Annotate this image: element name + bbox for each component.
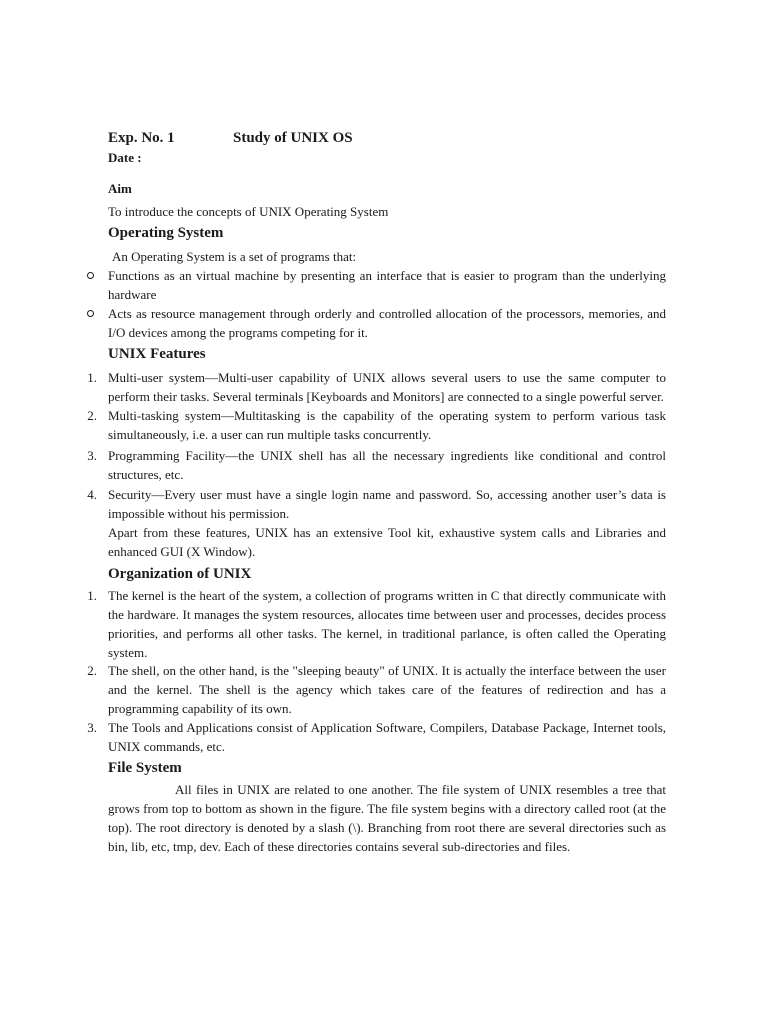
file-system-heading: File System [108, 760, 182, 776]
list-number: 1. [87, 588, 97, 603]
features-closing-paragraph: Apart from these features, UNIX has an extensive Tool kit, exhaustive system calls and Libraries and enhanced GUI (X Window). [108, 525, 666, 559]
organization-item: The Tools and Applications consist of Application Software, Compilers, Database Package, Internet tools, UNIX commands, etc. [108, 720, 666, 754]
organization-item: The kernel is the heart of the system, a collection of programs written in C that directly communicate with the hardware. It manages the system resources, allocates time between user and processes, decides process priorities, and performs all other tasks. The kernel, in traditional parlance, is often called the Operating system. [108, 588, 666, 660]
organization-heading: Organization of UNIX [108, 566, 252, 582]
feature-item: Security—Every user must have a single login name and password. So, accessing another user’s data is impossible without his permission. [108, 487, 666, 521]
list-number: 4. [87, 487, 97, 502]
aim-heading: Aim [108, 181, 132, 196]
list-number: 3. [87, 448, 97, 463]
operating-system-heading: Operating System [108, 225, 224, 241]
document-title: Study of UNIX OS [233, 130, 353, 146]
list-number: 2. [87, 408, 97, 423]
list-number: 3. [87, 720, 97, 735]
organization-item: The shell, on the other hand, is the "sleeping beauty" of UNIX. It is actually the interface between the user and the kernel. The shell is the agency which takes care of the features of redirection and has a programming capability of its own. [108, 663, 666, 716]
bullet-circle-icon [87, 310, 94, 317]
list-number: 1. [87, 370, 97, 385]
bullet-circle-icon [87, 272, 94, 279]
os-bullet-item: Acts as resource management through orderly and controlled allocation of the processors, memories, and I/O devices among the programs competing for it. [108, 306, 666, 340]
feature-item: Multi-tasking system—Multitasking is the capability of the operating system to perform various task simultaneously, i.e. a user can run multiple tasks concurrently. [108, 408, 666, 442]
date-label: Date : [108, 150, 142, 165]
aim-text: To introduce the concepts of UNIX Operating System [108, 204, 389, 219]
unix-features-heading: UNIX Features [108, 346, 206, 362]
feature-item: Programming Facility—the UNIX shell has all the necessary ingredients like conditional and control structures, etc. [108, 448, 666, 482]
experiment-number: Exp. No. 1 [108, 130, 175, 146]
feature-item: Multi-user system—Multi-user capability of UNIX allows several users to use the same computer to perform their tasks. Several terminals [Keyboards and Monitors] are connected to a single powerful server. [108, 370, 666, 404]
os-bullet-item: Functions as an virtual machine by presenting an interface that is easier to program than the underlying hardware [108, 268, 666, 302]
list-number: 2. [87, 663, 97, 678]
operating-system-intro: An Operating System is a set of programs that: [112, 249, 357, 264]
file-system-paragraph: All files in UNIX are related to one another. The file system of UNIX resembles a tree that grows from top to bottom as shown in the figure. The file system begins with a directory called root (at the top). The root directory is denoted by a slash (\). Branching from root there are several directories such as bin, lib, etc, tmp, dev. Each of these directories contains several sub-directories and files. [108, 782, 666, 854]
